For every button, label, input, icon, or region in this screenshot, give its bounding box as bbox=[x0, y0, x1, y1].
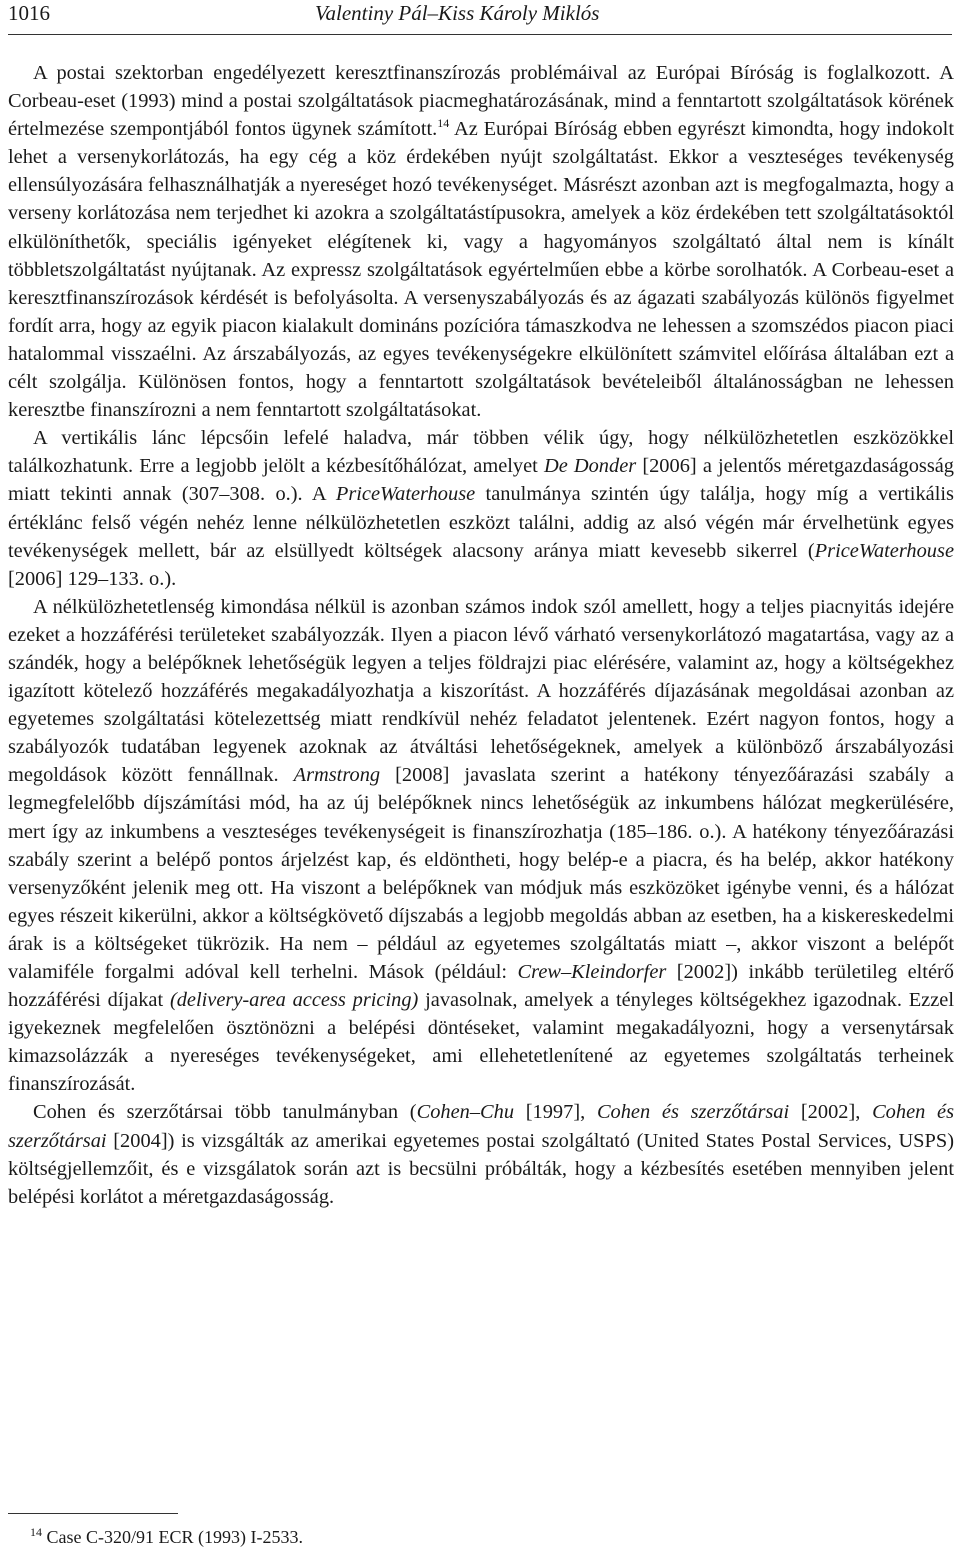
text-run: [2004]) is vizsgálták az amerikai egyetemes postai szolgáltató (United States Postal Services, USPS) költségjellemzőit, és e vizsgálatok során azt is becsülni próbálták, hogy a kézbesítés esetében mennyiben jelent belépési korlátot a méretgazdaságosság. bbox=[8, 1129, 954, 1208]
footnote-text: Case C-320/91 ECR (1993) I-2533. bbox=[46, 1527, 303, 1547]
italic-text: PriceWaterhouse bbox=[814, 539, 954, 562]
italic-text: Cohen és szerzőtársai bbox=[596, 1101, 790, 1124]
body-text bbox=[8, 59, 954, 1211]
italic-text: Crew–Kleindorfer bbox=[517, 961, 667, 983]
footnote-marker: 14 bbox=[30, 1525, 42, 1539]
italic-text: PriceWaterhouse bbox=[335, 483, 476, 506]
italic-text: De Donder bbox=[543, 455, 637, 478]
text-run: [1997], bbox=[514, 1101, 597, 1124]
text-run: [2002], bbox=[789, 1101, 873, 1124]
italic-text: Cohen és szerzőtársai bbox=[8, 1101, 955, 1152]
paragraph bbox=[8, 424, 954, 593]
footnote-reference: 14 bbox=[437, 116, 450, 131]
paragraph bbox=[8, 593, 954, 1099]
text-run: A nélkülözhetetlenség kimondása nélkül is azonban számos indok szól amellett, hogy a teljes piacnyitás idejére ezeket a hozzáférési területeket szabályozzák. Ilyen a piacon lévő várható versenykorlátozó magatartása, vagy az a szándék, hogy a belépőknek lehetőségük legyen a teljes földrajzi piac elérésére, valamint az, hogy a költségekhez igazított kötelező hozzáférés megakadályozhatja a kiszorítást. A hozzáférés díjazásának megoldásai azonban az egyetemes szolgáltatási kötelezettség miatt rendkívül nehéz feladatot jelentenek. Ezért nagyon fontos, hogy a szabályozók tudatában legyenek azoknak az átváltási lehetőségeknek, amelyek a különböző árszabályozási megoldások között fennállnak. bbox=[8, 595, 954, 787]
text-run: [2008] javaslata szerint a hatékony tényezőárazási szabály a legmegfelelőbb díjszámítási mód, ha az új belépőknek nincs lehetőségük az inkumbens hálózat megkerülésére, mert így az inkumbens a veszteséges tevékenységeit is finanszírozhatja (185–186. o.). A hatékony tényezőárazási szabály szerint a belépő pontos árjelzést kap, és eldöntheti, hogy belép-e a piacra, és ha belép, akkor hatékony versenyzőként jelenik meg ott. Ha viszont a belépőknek van módjuk más eszközöket igénybe venni, és a hálózat egyes részeit kikerülni, akkor a költségkövető díjszabás a legjobb megoldás abban az esetben, ha a kiskereskedelmi árak is a költségeket tükrözik. Ha nem – például az egyetemes szolgáltatás miatt –, akkor viszont a belépőt valamiféle forgalmi adóval kell terhelni. Mások (például: bbox=[8, 764, 954, 983]
text-run: Az Európai Bíróság ebben egyrészt kimondta, hogy indokolt lehet a versenykorlátozás, ha egy cég a köz érdekében nyújt szolgáltatást. Ekkor a veszteséges tevékenység ellensúlyozására felhasználhatják a nyereséget hozó tevékenységet. Másrészt azonban azt is megfogalmazta, hogy a verseny korlátozása nem terjedhet ki azokra a szolgáltatástípusokra, amelyek a köz érdekében tett szolgáltatásoktól elkülöníthetők, speciális igényeket elégítenek ki, vagy a hagyományos szolgáltató által nem is kínált többletszolgáltatást nyújtanak. Az expressz szolgáltatások egyértelműen ebbe a körbe sorolhatók. A Corbeau-eset a keresztfinanszírozások kérdését is befolyásolta. A versenyszabályozás és az ágazati szabályozás különös figyelmet fordít arra, hogy az egyik piacon kialakult domináns pozícióra támaszkodva ne lehessen a szomszédos piacon piaci hatalommal visszaélni. Az árszabályozás, az egyes tevékenységekre elkülönített számvitel előírása általában ezt a célt szolgálja. Különösen fontos, hogy a fenntartott szolgáltatások bevételeiből általánosságban ne lehessen keresztbe finanszírozni a nem fenntartott szolgáltatásokat. bbox=[8, 118, 955, 422]
footnote-rule bbox=[8, 1513, 178, 1514]
italic-text: (delivery-area access pricing) bbox=[169, 989, 419, 1012]
paragraph bbox=[8, 59, 954, 424]
running-head: Valentiny Pál–Kiss Károly Miklós bbox=[315, 1, 600, 25]
text-run: A vertikális lánc lépcsőin lefelé haladva, már többen vélik úgy, hogy nélkülözhetetlen eszközökkel találkozhatunk. Erre a legjobb jelölt a kézbesítőhálózat, amelyet bbox=[8, 427, 954, 478]
text-run: tanulmánya szintén úgy találja, hogy míg a vertikális értéklánc felső végén nehéz lenne nélkülözhetetlen eszközt találni, addig az alsó végén már érvelhetünk egyes tevékenységek mellett, bár az elsüllyedt költségek alacsony aránya miatt kevesebb sikerrel ( bbox=[8, 483, 954, 562]
italic-text: Cohen–Chu bbox=[416, 1101, 515, 1124]
paragraph bbox=[8, 1098, 954, 1210]
text-run: Cohen és szerzőtársai több tanulmányban ( bbox=[33, 1101, 417, 1124]
text-run: [2006] a jelentős méretgazdaságosság miatt tekinti annak (307–308. o.). A bbox=[8, 455, 955, 506]
footnote bbox=[30, 1525, 930, 1549]
text-run: javasolnak, amelyek a tényleges költségekhez igazodnak. Ezzel igyekeznek megfelelően ösztönözni a belépési döntéseket, valamint megakadályozni, hogy a versenytársak kimazsolázzák a nyereséges tevékenységeket, ami ellehetetlenítené az egyetemes szolgáltatás terheinek finanszírozását. bbox=[8, 989, 954, 1096]
header-rule bbox=[8, 34, 952, 35]
text-run: [2006] 129–133. o.). bbox=[8, 567, 177, 590]
text-run: [2002]) inkább területileg eltérő hozzáférési díjakat bbox=[8, 961, 954, 1012]
page-number: 1016 bbox=[8, 1, 50, 25]
page-header bbox=[8, 0, 952, 28]
italic-text: Armstrong bbox=[293, 764, 381, 787]
text-run: A postai szektorban engedélyezett keresztfinanszírozás problémáival az Európai Bíróság is foglalkozott. A Corbeau-eset (1993) mind a postai szolgáltatások piacmeghatározásának, mind a fenntartott szolgáltatások körének értelmezése szempontjából fontos ügynek számított. bbox=[8, 62, 954, 141]
